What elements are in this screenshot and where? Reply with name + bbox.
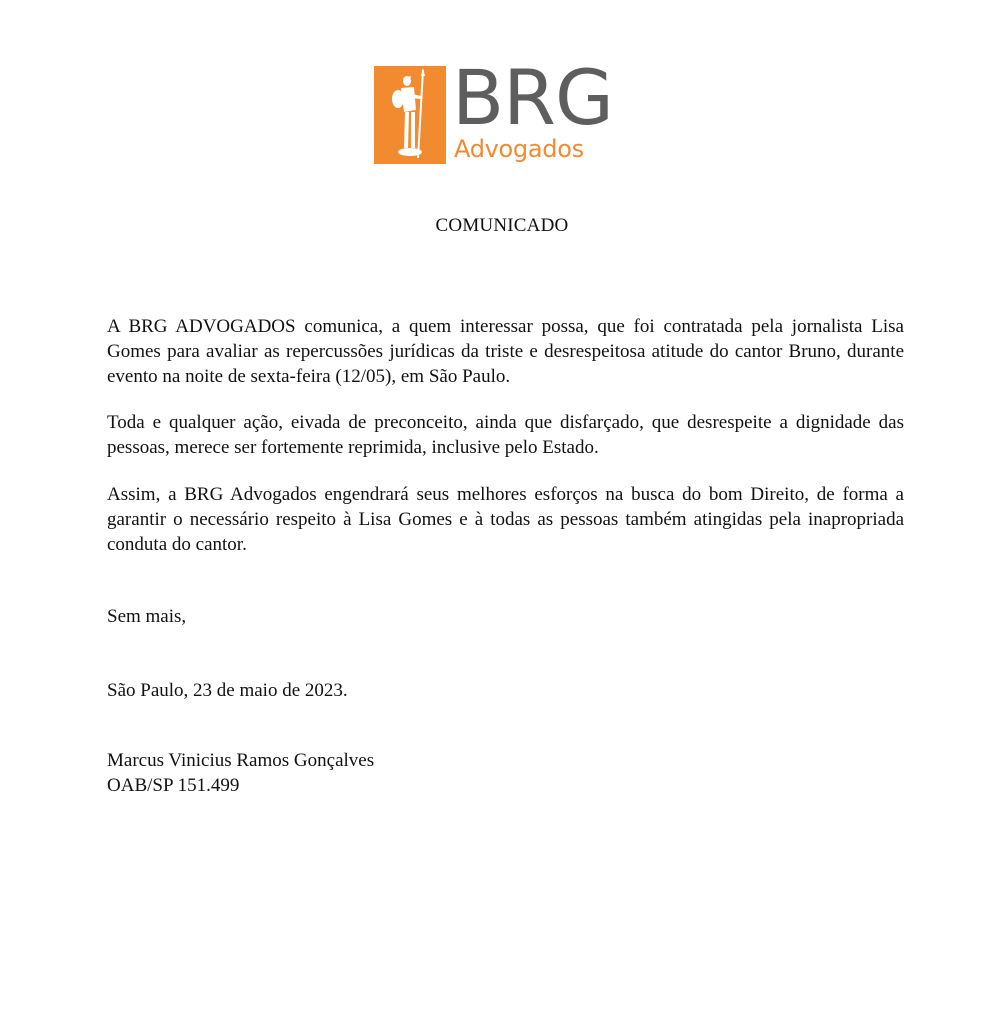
signer-name: Marcus Vinicius Ramos Gonçalves (107, 750, 375, 771)
logo-mark (374, 66, 446, 164)
closing-line: Sem mais, (107, 606, 187, 627)
firm-name: BRG (452, 53, 613, 142)
firm-logo (374, 53, 613, 166)
knight-figure-icon (374, 66, 446, 164)
paragraph-text: Toda e qualquer ação, eivada de preconceito, ainda que disfarçado, que desrespeite a dignidade das pessoas, merece ser fortemente reprimida, inclusive pelo Estado. (107, 412, 904, 458)
paragraph-3 (107, 482, 904, 557)
paragraph-2 (107, 410, 904, 460)
signer-registration: OAB/SP 151.499 (107, 775, 240, 796)
date-line: São Paulo, 23 de maio de 2023. (107, 680, 348, 701)
firm-subtitle: Advogados (454, 135, 584, 163)
paragraph-text: A BRG ADVOGADOS comunica, a quem interessar possa, que foi contratada pela jornalista Lisa Gomes para avaliar as repercussões jurídicas da triste e desrespeitosa atitude do cantor Bruno, durante evento na noite de sexta-feira (12/05), em São Paulo. (107, 316, 904, 387)
paragraph-text: Assim, a BRG Advogados engendrará seus melhores esforços na busca do bom Direito, de forma a garantir o necessário respeito à Lisa Gomes e à todas as pessoas também atingidas pela inapropriada conduta do cantor. (107, 484, 904, 555)
document-title: COMUNICADO (435, 215, 569, 236)
paragraph-1 (107, 314, 904, 389)
